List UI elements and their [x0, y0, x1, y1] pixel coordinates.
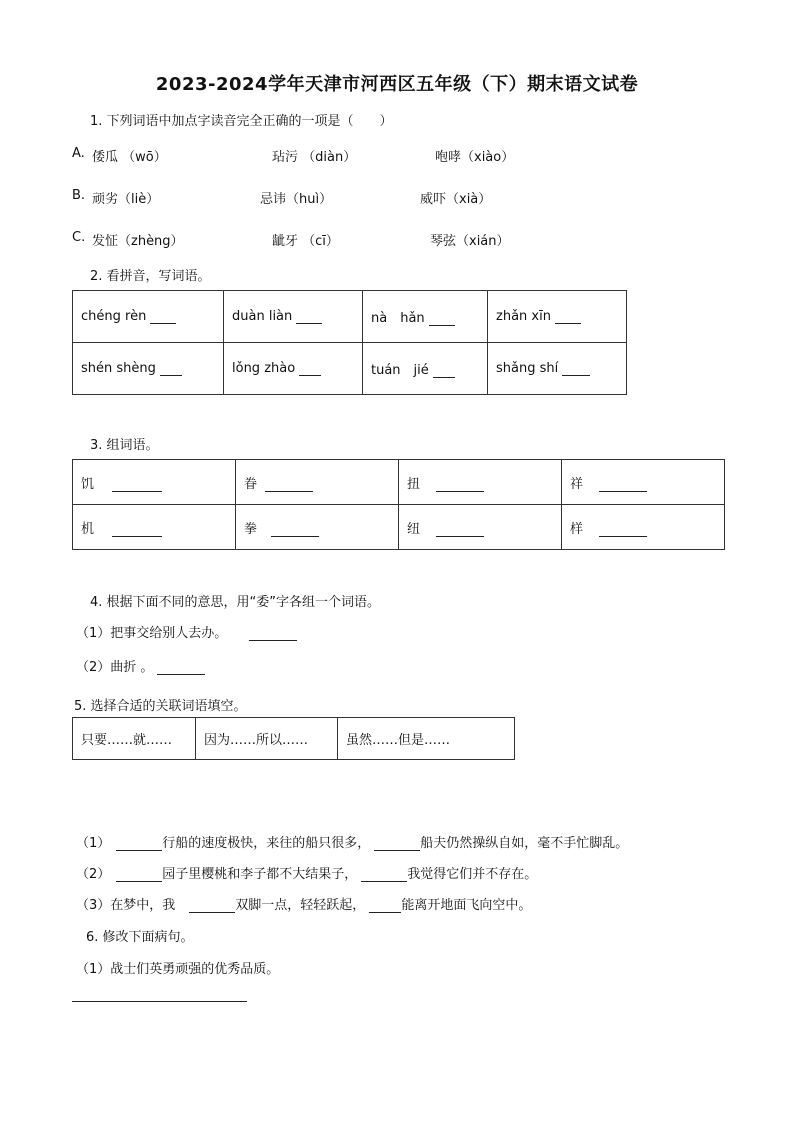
character: 拳 — [244, 521, 258, 537]
pinyin: lǒng zhào — [232, 361, 296, 376]
q1-option-b-item-3: 威吓（xià） — [420, 192, 492, 207]
pinyin: shén shèng — [81, 361, 156, 376]
q3-word-table — [72, 459, 725, 550]
q3-cell[interactable] — [236, 460, 399, 505]
sentence-part: 我觉得它们并不存在。 — [407, 867, 538, 882]
q4-item-2-text: （2）曲折 。 — [76, 660, 154, 675]
answer-blank[interactable] — [369, 911, 401, 913]
answer-blank[interactable] — [112, 490, 162, 492]
q2-cell[interactable] — [73, 343, 224, 395]
answer-blank[interactable] — [436, 490, 484, 492]
answer-line[interactable] — [72, 1001, 247, 1002]
sentence-part: 双脚一点，轻轻跃起， — [235, 898, 366, 913]
q1-option-b-item-2: 忌讳（huì） — [260, 192, 333, 207]
answer-blank[interactable] — [160, 374, 182, 376]
q3-cell[interactable] — [73, 505, 236, 550]
sentence-part: 在梦中，我 — [110, 898, 176, 913]
character: 饥 — [81, 476, 95, 492]
character: 样 — [570, 521, 584, 537]
answer-blank[interactable] — [116, 849, 162, 851]
q4-item-2 — [76, 656, 205, 675]
q5-choice-2: 因为……所以…… — [196, 718, 338, 760]
q1-option-c-label: C. — [72, 230, 86, 245]
q2-cell[interactable] — [363, 343, 488, 395]
answer-blank[interactable] — [299, 374, 321, 376]
q2-cell[interactable] — [488, 343, 627, 395]
q1-option-a-item-2: 玷污 （diàn） — [272, 150, 357, 165]
sentence-part: 行船的速度极快，来往的船只很多， — [162, 836, 371, 851]
answer-blank[interactable] — [599, 535, 647, 537]
answer-blank[interactable] — [361, 880, 407, 882]
q1-option-a-item-3: 咆哮（xiào） — [435, 150, 515, 165]
answer-blank[interactable] — [599, 490, 647, 492]
q5-sentence-2 — [76, 863, 537, 882]
q3-cell[interactable] — [236, 505, 399, 550]
answer-blank[interactable] — [436, 535, 484, 537]
answer-blank[interactable] — [562, 374, 590, 376]
page-title: 2023-2024学年天津市河西区五年级（下）期末语文试卷 — [155, 74, 639, 95]
q1-option-a-item-1: 倭瓜 （wō） — [92, 150, 167, 165]
answer-blank[interactable] — [249, 639, 297, 641]
q3-cell[interactable] — [399, 505, 562, 550]
pinyin: shǎng shí — [496, 361, 559, 376]
q5-sentence-3 — [76, 894, 531, 913]
q6-stem: 6. 修改下面病句。 — [86, 930, 194, 945]
sentence-number: （1） — [76, 836, 111, 851]
q2-cell[interactable] — [363, 291, 488, 343]
q3-cell[interactable] — [562, 460, 725, 505]
answer-blank[interactable] — [112, 535, 162, 537]
q3-stem: 3. 组词语。 — [90, 438, 159, 453]
q1-option-c-item-2: 龇牙 （cī） — [272, 234, 339, 249]
q6-item-1: （1）战士们英勇顽强的优秀品质。 — [76, 962, 280, 977]
answer-blank[interactable] — [189, 911, 235, 913]
q1-option-a-label: A. — [72, 146, 85, 161]
q1-option-b-item-1: 顽劣（liè） — [92, 192, 160, 207]
q3-cell[interactable] — [399, 460, 562, 505]
pinyin: chéng rèn — [81, 309, 147, 324]
answer-blank[interactable] — [271, 535, 319, 537]
answer-blank[interactable] — [555, 322, 581, 324]
answer-blank[interactable] — [429, 324, 455, 326]
q4-stem: 4. 根据下面不同的意思，用“委”字各组一个词语。 — [90, 595, 381, 610]
answer-blank[interactable] — [296, 322, 322, 324]
character: 眷 — [244, 476, 258, 492]
sentence-part: 园子里樱桃和李子都不大结果子， — [162, 867, 358, 882]
q3-cell[interactable] — [73, 460, 236, 505]
q1-option-b-label: B. — [72, 188, 86, 203]
q2-stem: 2. 看拼音，写词语。 — [90, 269, 211, 284]
q2-cell[interactable] — [488, 291, 627, 343]
q2-cell[interactable] — [224, 291, 363, 343]
answer-blank[interactable] — [116, 880, 162, 882]
answer-blank[interactable] — [265, 490, 313, 492]
sentence-part: 船夫仍然操纵自如，毫不手忙脚乱。 — [420, 836, 629, 851]
q4-item-1 — [76, 622, 297, 641]
q5-sentence-1 — [76, 832, 628, 851]
character: 机 — [81, 521, 95, 537]
answer-blank[interactable] — [374, 849, 420, 851]
character: 纽 — [407, 521, 421, 537]
q1-stem: 1. 下列词语中加点字读音完全正确的一项是（ ） — [90, 114, 393, 129]
pinyin: tuán jié — [371, 363, 429, 378]
answer-blank[interactable] — [150, 322, 176, 324]
sentence-part: 能离开地面飞向空中。 — [401, 898, 532, 913]
sentence-number: （3） — [76, 898, 111, 913]
q1-option-c-item-1: 发怔（zhèng） — [92, 234, 184, 249]
q5-choice-table — [72, 717, 515, 760]
pinyin: nà hǎn — [371, 311, 425, 326]
q5-choice-1: 只要……就…… — [73, 718, 196, 760]
q5-stem: 5. 选择合适的关联词语填空。 — [74, 699, 247, 714]
pinyin: zhǎn xīn — [496, 309, 551, 324]
q1-option-c-item-3: 琴弦（xián） — [430, 234, 510, 249]
character: 扭 — [407, 476, 421, 492]
q2-pinyin-table — [72, 290, 627, 395]
sentence-number: （2） — [76, 867, 111, 882]
q2-cell[interactable] — [73, 291, 224, 343]
answer-blank[interactable] — [157, 673, 205, 675]
q4-item-1-text: （1）把事交给别人去办。 — [76, 626, 228, 641]
q5-choice-3: 虽然……但是…… — [338, 718, 515, 760]
character: 祥 — [570, 476, 584, 492]
pinyin: duàn liàn — [232, 309, 293, 324]
q2-cell[interactable] — [224, 343, 363, 395]
answer-blank[interactable] — [433, 376, 455, 378]
q3-cell[interactable] — [562, 505, 725, 550]
